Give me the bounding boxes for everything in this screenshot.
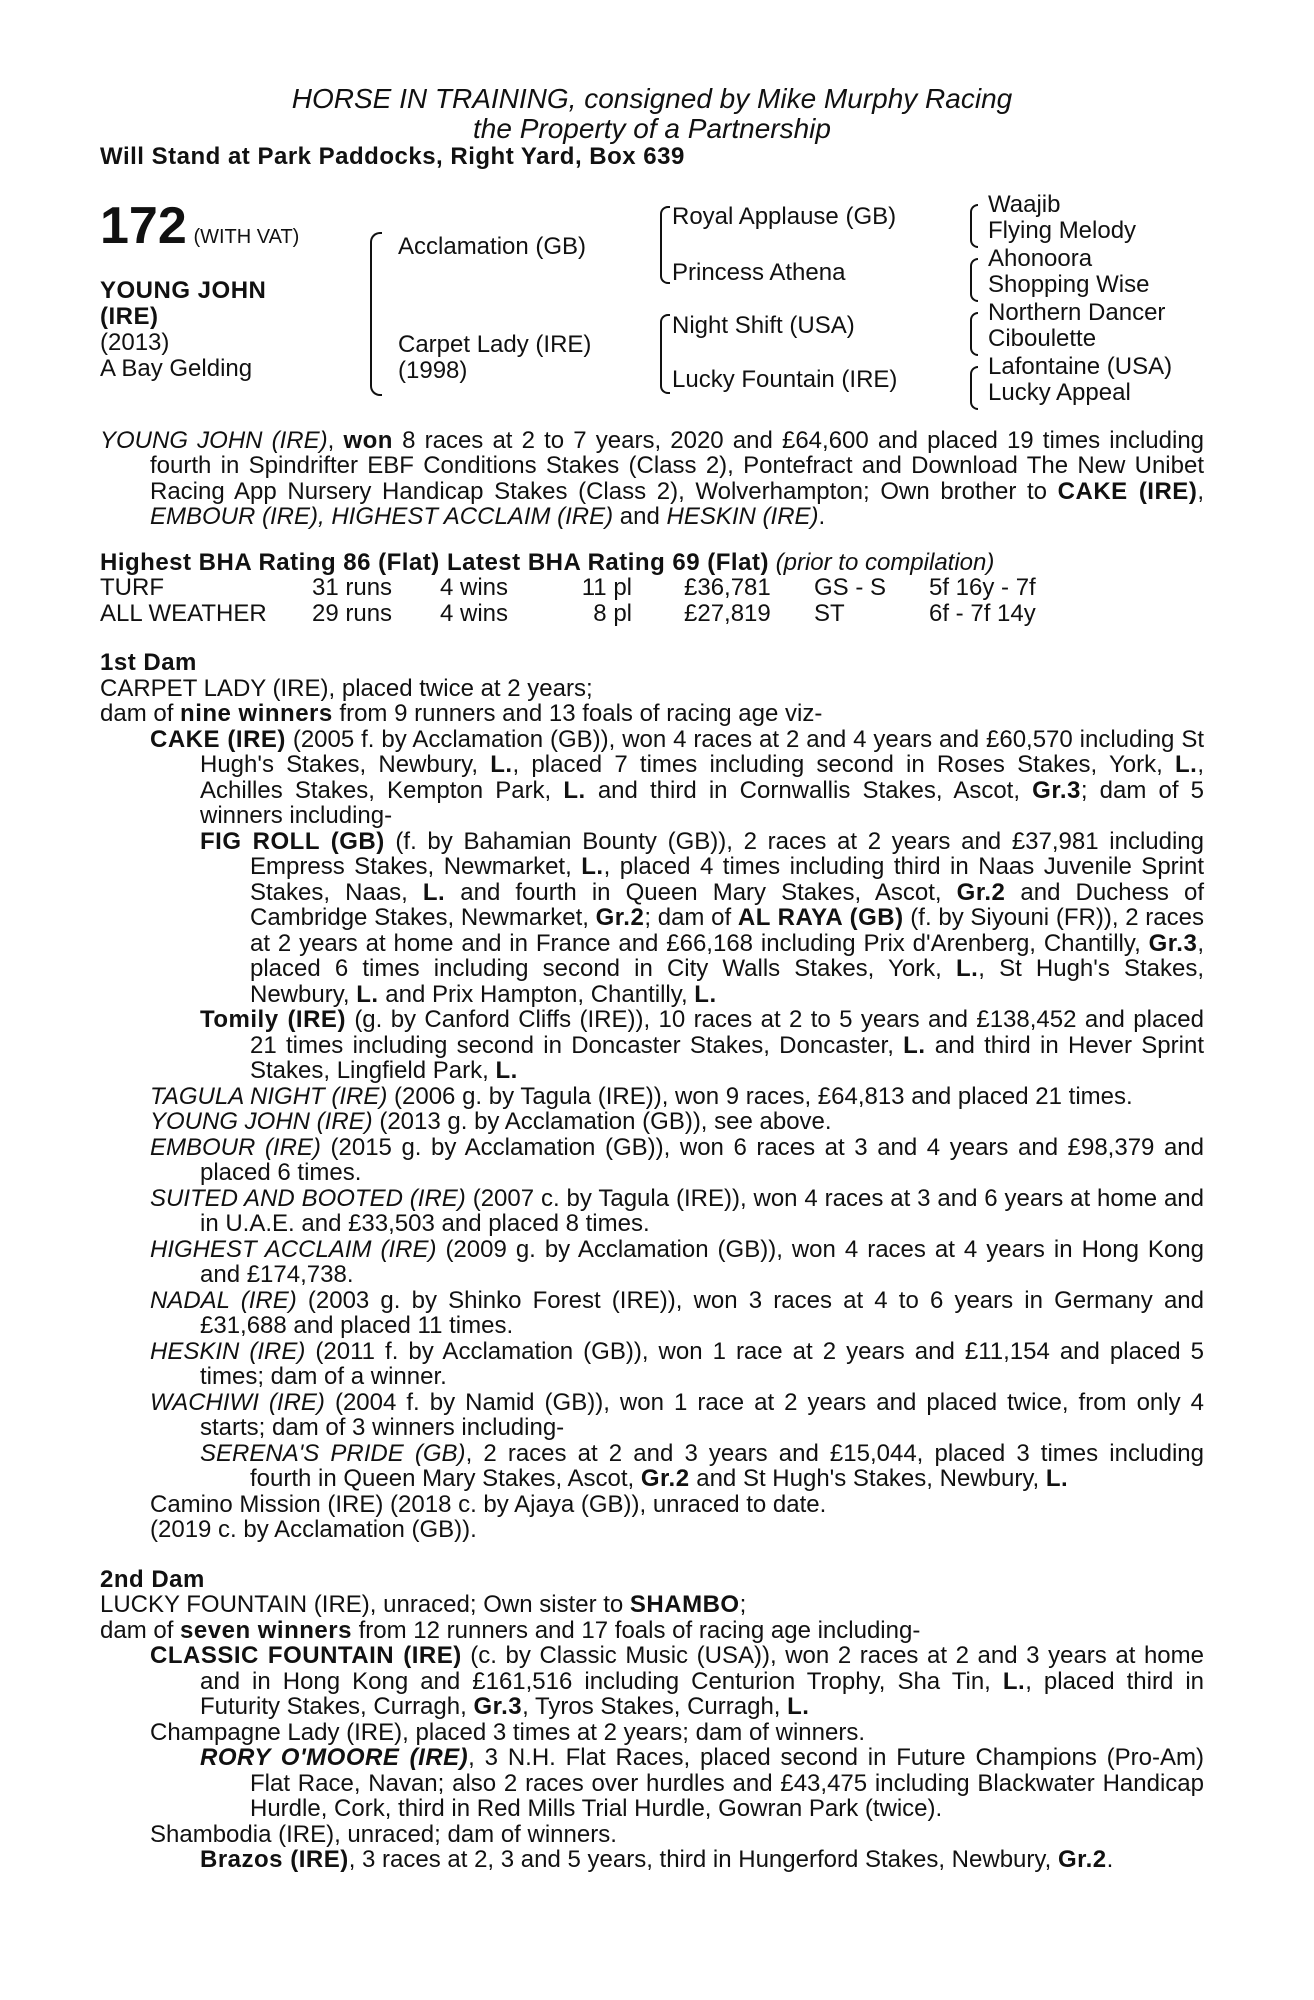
text-span: , Tyros Stakes, Curragh, bbox=[522, 1693, 788, 1720]
produce-name: YOUNG JOHN (IRE) bbox=[150, 1108, 373, 1135]
first-dam-name: CARPET LADY (IRE), placed twice at 2 years; bbox=[100, 674, 593, 702]
text-span: dam of bbox=[100, 1616, 181, 1644]
text-span: , placed third in Futurity Stakes, Curragh, bbox=[200, 1667, 1204, 1720]
text-span: (g. by Canford Cliffs (IRE)), 10 races at 2 to 5 years and £138,452 and placed 21 times including second in Doncaster Stakes, Doncaster, bbox=[250, 1006, 1204, 1059]
first-dam-produce-summary bbox=[100, 701, 1204, 727]
summary-end: . bbox=[818, 503, 826, 530]
text-span: (c. by Classic Music (USA)), won 2 races at 2 and 3 years at home and in Hong Kong and £161,516 including Centurion Trophy, Sha Tin, bbox=[200, 1642, 1204, 1695]
summary-and: and bbox=[613, 503, 667, 530]
text-span: and third in Cornwallis Stakes, Ascot, bbox=[585, 776, 1033, 804]
pedigree-brace-2b bbox=[660, 314, 670, 394]
sire-sire-sire: Waajib bbox=[988, 190, 1061, 218]
surface-cell: ALL WEATHER bbox=[100, 599, 267, 627]
winners-count: nine winners bbox=[180, 700, 333, 727]
group-mark: Gr.2 bbox=[640, 1465, 690, 1492]
text-span: from 12 runners and 17 foals of racing age including- bbox=[351, 1616, 921, 1644]
listed-mark: L. bbox=[581, 853, 604, 880]
summary-text: 8 races at 2 to 7 years, 2020 and £64,600 and placed 19 times including fourth in Spindrifter EBF Conditions Stakes (Class 2), Pontefract and Download The New Unibet Racing App Nursery Handicap Stakes (Class 2), Wolverhampton; Own brother to bbox=[150, 426, 1205, 505]
pedigree-brace-3c bbox=[970, 312, 978, 356]
text-span: (2004 f. by Namid (GB)), won 1 race at 2 years and placed twice, from only 4 starts; dam of 3 winners including- bbox=[200, 1388, 1204, 1441]
ratings-note: (prior to compilation) bbox=[775, 548, 995, 576]
summary-won: won bbox=[343, 426, 393, 454]
second-dam-section bbox=[100, 1567, 1204, 1873]
produce-champagne-lady: Champagne Lady (IRE), placed 3 times at 2 years; dam of winners. bbox=[150, 1718, 866, 1746]
text-span: . bbox=[1106, 1846, 1114, 1873]
horse-description: A Bay Gelding bbox=[100, 354, 253, 382]
text-span: (2005 f. by Acclamation (GB)), won 4 races at 2 and 4 years and £60,570 including St Hugh's Stakes, Newbury, bbox=[200, 725, 1204, 778]
produce-cake bbox=[100, 727, 1204, 829]
surface-cell: TURF bbox=[100, 574, 164, 601]
runs-cell: 31 runs bbox=[312, 574, 393, 601]
consignment-line: HORSE IN TRAINING, consigned by Mike Murphy Racing bbox=[291, 83, 1013, 114]
produce-young-john bbox=[100, 1109, 1204, 1135]
produce-name: CLASSIC FOUNTAIN (IRE) bbox=[150, 1642, 462, 1669]
stand-location: Will Stand at Park Paddocks, Right Yard, Box 639 bbox=[100, 143, 685, 170]
money-cell: £27,819 bbox=[684, 599, 771, 627]
text-span: (2007 c. by Tagula (IRE)), won 4 races at 3 and 6 years at home and in U.A.E. and £33,503 and placed 8 times. bbox=[200, 1184, 1205, 1237]
text-span: , placed 7 times including second in Roses Stakes, York, bbox=[512, 751, 1175, 778]
dam-dam-dam: Lucky Appeal bbox=[988, 378, 1131, 406]
text-span: (f. by Bahamian Bounty (GB)), 2 races at 2 years and £37,981 including Empress Stakes, Newmarket, bbox=[250, 827, 1204, 880]
listed-mark: L. bbox=[955, 955, 979, 982]
produce-serenas-pride bbox=[100, 1441, 1204, 1492]
first-dam-title: 1st Dam bbox=[100, 649, 197, 676]
text-span: (2006 g. by Tagula (IRE)), won 9 races, £64,813 and placed 21 times. bbox=[387, 1082, 1133, 1110]
group-mark: Gr.2 bbox=[956, 878, 1006, 906]
text-span: and Duchess of Cambridge Stakes, Newmarket, bbox=[250, 878, 1205, 931]
produce-brazos bbox=[100, 1847, 1204, 1873]
text-span: and third in Hever Sprint Stakes, Lingfield Park, bbox=[250, 1031, 1204, 1084]
text-span: (2009 g. by Acclamation (GB)), won 4 races at 4 years in Hong Kong and £174,738. bbox=[200, 1235, 1204, 1288]
going-cell: GS - S bbox=[814, 574, 887, 601]
listed-mark: L. bbox=[903, 1031, 926, 1059]
listed-mark: L. bbox=[490, 751, 513, 778]
lot-number-line bbox=[100, 196, 300, 255]
produce-embour bbox=[100, 1135, 1204, 1186]
sire-sire-dam: Flying Melody bbox=[988, 216, 1137, 244]
dam-sire-dam: Ciboulette bbox=[988, 324, 1097, 352]
summary-heskin: HESKIN (IRE) bbox=[666, 503, 819, 530]
listed-mark: L. bbox=[422, 878, 446, 906]
sire: Acclamation (GB) bbox=[398, 232, 587, 260]
wins-cell: 4 wins bbox=[440, 574, 509, 601]
text-span: ; dam of bbox=[644, 904, 738, 931]
text-span: LUCKY FOUNTAIN (IRE), unraced; Own sister to bbox=[100, 1591, 630, 1618]
money-cell: £36,781 bbox=[684, 574, 771, 601]
distance-cell: 5f 16y - 7f bbox=[929, 574, 1036, 601]
placed-cell: 11 pl bbox=[581, 574, 632, 601]
vat-note: (WITH VAT) bbox=[193, 225, 300, 248]
table-row bbox=[100, 601, 1036, 627]
catalogue-page bbox=[100, 84, 1204, 1873]
produce-name: HIGHEST ACCLAIM (IRE) bbox=[150, 1235, 437, 1263]
text-span: and St Hugh's Stakes, Newbury, bbox=[689, 1465, 1046, 1492]
produce-name: SERENA'S PRIDE (GB) bbox=[200, 1439, 466, 1467]
produce-nadal bbox=[100, 1288, 1204, 1339]
text-span: , placed 6 times including second in City Walls Stakes, York, bbox=[250, 929, 1204, 982]
race-summary: YOUNG JOHN (IRE), won 8 races at 2 to 7 years, 2020 and £64,600 and placed 19 times including fourth in Spindrifter EBF Conditions Stakes (Class 2), Pontefract and Download The New Unibet Racing App Nursery Handicap Stakes (Class 2), Wolverhampton; Own brother to CAKE (IRE), EMBOUR (IRE), HIGHEST ACCLAIM (IRE) and HESKIN (IRE). bbox=[100, 426, 1205, 530]
text-span: , Achilles Stakes, Kempton Park, bbox=[200, 751, 1204, 804]
produce-name: AL RAYA (GB) bbox=[737, 904, 904, 931]
listed-mark: L. bbox=[563, 776, 586, 804]
text-span: (2013 g. by Acclamation (GB)), see above. bbox=[372, 1108, 832, 1135]
produce-name: NADAL (IRE) bbox=[150, 1286, 297, 1314]
text-span: (2003 g. by Shinko Forest (IRE)), won 3 races at 4 to 6 years in Germany and £31,688 and placed 11 times. bbox=[200, 1286, 1205, 1339]
listed-mark: L. bbox=[495, 1057, 518, 1084]
group-mark: Gr.2 bbox=[595, 904, 645, 931]
pedigree-brace-3b bbox=[970, 258, 978, 302]
group-mark: Gr.3 bbox=[473, 1693, 523, 1720]
listed-mark: L. bbox=[1002, 1667, 1026, 1695]
produce-shambodia: Shambodia (IRE), unraced; dam of winners. bbox=[150, 1820, 617, 1848]
foaling-year: (2013) bbox=[100, 328, 170, 356]
dam-dam: Lucky Fountain (IRE) bbox=[672, 365, 898, 393]
text-span: from 9 runners and 13 foals of racing age viz- bbox=[332, 700, 823, 727]
text-span: ; bbox=[739, 1591, 747, 1618]
lot-number: 172 bbox=[100, 196, 187, 255]
summary-siblings: EMBOUR (IRE), HIGHEST ACCLAIM (IRE) bbox=[150, 503, 614, 530]
first-dam-section bbox=[100, 650, 1204, 1543]
placed-cell: 8 pl bbox=[593, 599, 632, 627]
ratings-block bbox=[100, 550, 1204, 627]
group-mark: Gr.3 bbox=[1148, 929, 1198, 957]
sibling-name: SHAMBO bbox=[629, 1591, 740, 1618]
summary-horse-name: YOUNG JOHN (IRE) bbox=[100, 426, 328, 454]
text-span: , placed 4 times including third in Naas Juvenile Sprint Stakes, Naas, bbox=[250, 853, 1204, 906]
dam-sire: Night Shift (USA) bbox=[672, 311, 855, 339]
produce-name: TAGULA NIGHT (IRE) bbox=[150, 1082, 388, 1110]
ratings-table bbox=[100, 575, 1036, 626]
produce-rory-omoore bbox=[100, 1745, 1204, 1822]
produce-name: Brazos (IRE) bbox=[200, 1846, 349, 1873]
dam: Carpet Lady (IRE) bbox=[398, 330, 592, 358]
pedigree-block bbox=[100, 190, 1204, 428]
produce-highest-acclaim bbox=[100, 1237, 1204, 1288]
distance-cell: 6f - 7f 14y bbox=[929, 599, 1036, 627]
sire-sire: Royal Applause (GB) bbox=[672, 202, 897, 230]
produce-camino-mission: Camino Mission (IRE) (2018 c. by Ajaya (GB)), unraced to date. bbox=[150, 1490, 827, 1518]
pedigree-brace-3a bbox=[970, 204, 978, 248]
going-cell: ST bbox=[814, 599, 845, 627]
sire-dam: Princess Athena bbox=[672, 258, 846, 286]
produce-name: FIG ROLL (GB) bbox=[200, 827, 385, 855]
second-dam-title: 2nd Dam bbox=[100, 1565, 205, 1593]
listed-mark: L. bbox=[694, 980, 717, 1008]
text-span: and Prix Hampton, Chantilly, bbox=[378, 980, 695, 1008]
produce-suited-and-booted bbox=[100, 1186, 1204, 1237]
summary-cake: CAKE (IRE) bbox=[1057, 477, 1198, 505]
second-dam-name bbox=[100, 1592, 1204, 1618]
ratings-headline: Highest BHA Rating 86 (Flat) Latest BHA Rating 69 (Flat) bbox=[100, 548, 769, 576]
listed-mark: L. bbox=[1045, 1465, 1069, 1492]
produce-tagula-night bbox=[100, 1084, 1204, 1110]
text-span: (f. by Siyouni (FR)), 2 races at 2 years at home and in France and £66,168 including Prix d'Arenberg, Chantilly, bbox=[250, 904, 1204, 957]
dam-dam-sire: Lafontaine (USA) bbox=[988, 352, 1173, 380]
property-line: the Property of a Partnership bbox=[473, 113, 831, 144]
dam-sire-sire: Northern Dancer bbox=[988, 298, 1166, 326]
dam-year: (1998) bbox=[398, 356, 468, 384]
listed-mark: L. bbox=[1175, 751, 1198, 778]
produce-2019-foal: (2019 c. by Acclamation (GB)). bbox=[150, 1516, 477, 1543]
produce-heskin bbox=[100, 1339, 1204, 1390]
group-mark: Gr.3 bbox=[1032, 776, 1081, 804]
produce-wachiwi bbox=[100, 1390, 1204, 1441]
listed-mark: L. bbox=[787, 1693, 810, 1720]
pedigree-brace-1 bbox=[370, 232, 382, 396]
produce-name: RORY O'MOORE (IRE) bbox=[200, 1744, 469, 1771]
horse-name: YOUNG JOHN bbox=[100, 276, 267, 304]
pedigree-brace-2a bbox=[660, 206, 670, 284]
pedigree-brace-3d bbox=[970, 366, 978, 410]
produce-name: CAKE (IRE) bbox=[150, 725, 286, 753]
text-span: , 3 N.H. Flat Races, placed second in Future Champions (Pro-Am) Flat Race, Navan; also 2 races over hurdles and £43,475 including Blackwater Handicap Hurdle, Cork, third in Red Mills Trial Hurdle, Gowran Park (twice). bbox=[250, 1744, 1204, 1822]
wins-cell: 4 wins bbox=[440, 599, 509, 627]
produce-name: EMBOUR (IRE) bbox=[150, 1133, 321, 1161]
text-span: and fourth in Queen Mary Stakes, Ascot, bbox=[445, 878, 957, 906]
text-span: (2011 f. by Acclamation (GB)), won 1 race at 2 years and £11,154 and placed 5 times; dam of a winner. bbox=[200, 1337, 1204, 1390]
listed-mark: L. bbox=[356, 980, 379, 1008]
runs-cell: 29 runs bbox=[312, 599, 393, 627]
produce-name: HESKIN (IRE) bbox=[150, 1337, 306, 1365]
produce-tomily bbox=[100, 1007, 1204, 1084]
text-span: , St Hugh's Stakes, Newbury, bbox=[250, 955, 1205, 1008]
produce-classic-fountain bbox=[100, 1643, 1204, 1720]
text-span: dam of bbox=[100, 700, 181, 727]
text-span: , 3 races at 2, 3 and 5 years, third in Hungerford Stakes, Newbury, bbox=[348, 1846, 1058, 1873]
sire-dam-dam: Shopping Wise bbox=[988, 270, 1150, 298]
text-span: , 2 races at 2 and 3 years and £15,044, placed 3 times including fourth in Queen Mary Stakes, Ascot, bbox=[250, 1439, 1204, 1492]
produce-name: SUITED AND BOOTED (IRE) bbox=[150, 1184, 466, 1212]
sire-dam-sire: Ahonoora bbox=[988, 244, 1093, 272]
ratings-headline-line bbox=[100, 550, 1204, 576]
horse-suffix: (IRE) bbox=[100, 302, 159, 330]
produce-fig-roll bbox=[100, 829, 1204, 1008]
table-row bbox=[100, 575, 1036, 601]
text-span: ; dam of 5 winners including- bbox=[200, 776, 1204, 829]
second-dam-produce-summary bbox=[100, 1618, 1204, 1644]
winners-count: seven winners bbox=[180, 1616, 352, 1644]
text-span: (2015 g. by Acclamation (GB)), won 6 races at 3 and 4 years and £98,379 and placed 6 times. bbox=[200, 1133, 1205, 1186]
produce-name: Tomily (IRE) bbox=[200, 1006, 346, 1033]
group-mark: Gr.2 bbox=[1057, 1846, 1107, 1873]
produce-name: WACHIWI (IRE) bbox=[150, 1388, 325, 1416]
